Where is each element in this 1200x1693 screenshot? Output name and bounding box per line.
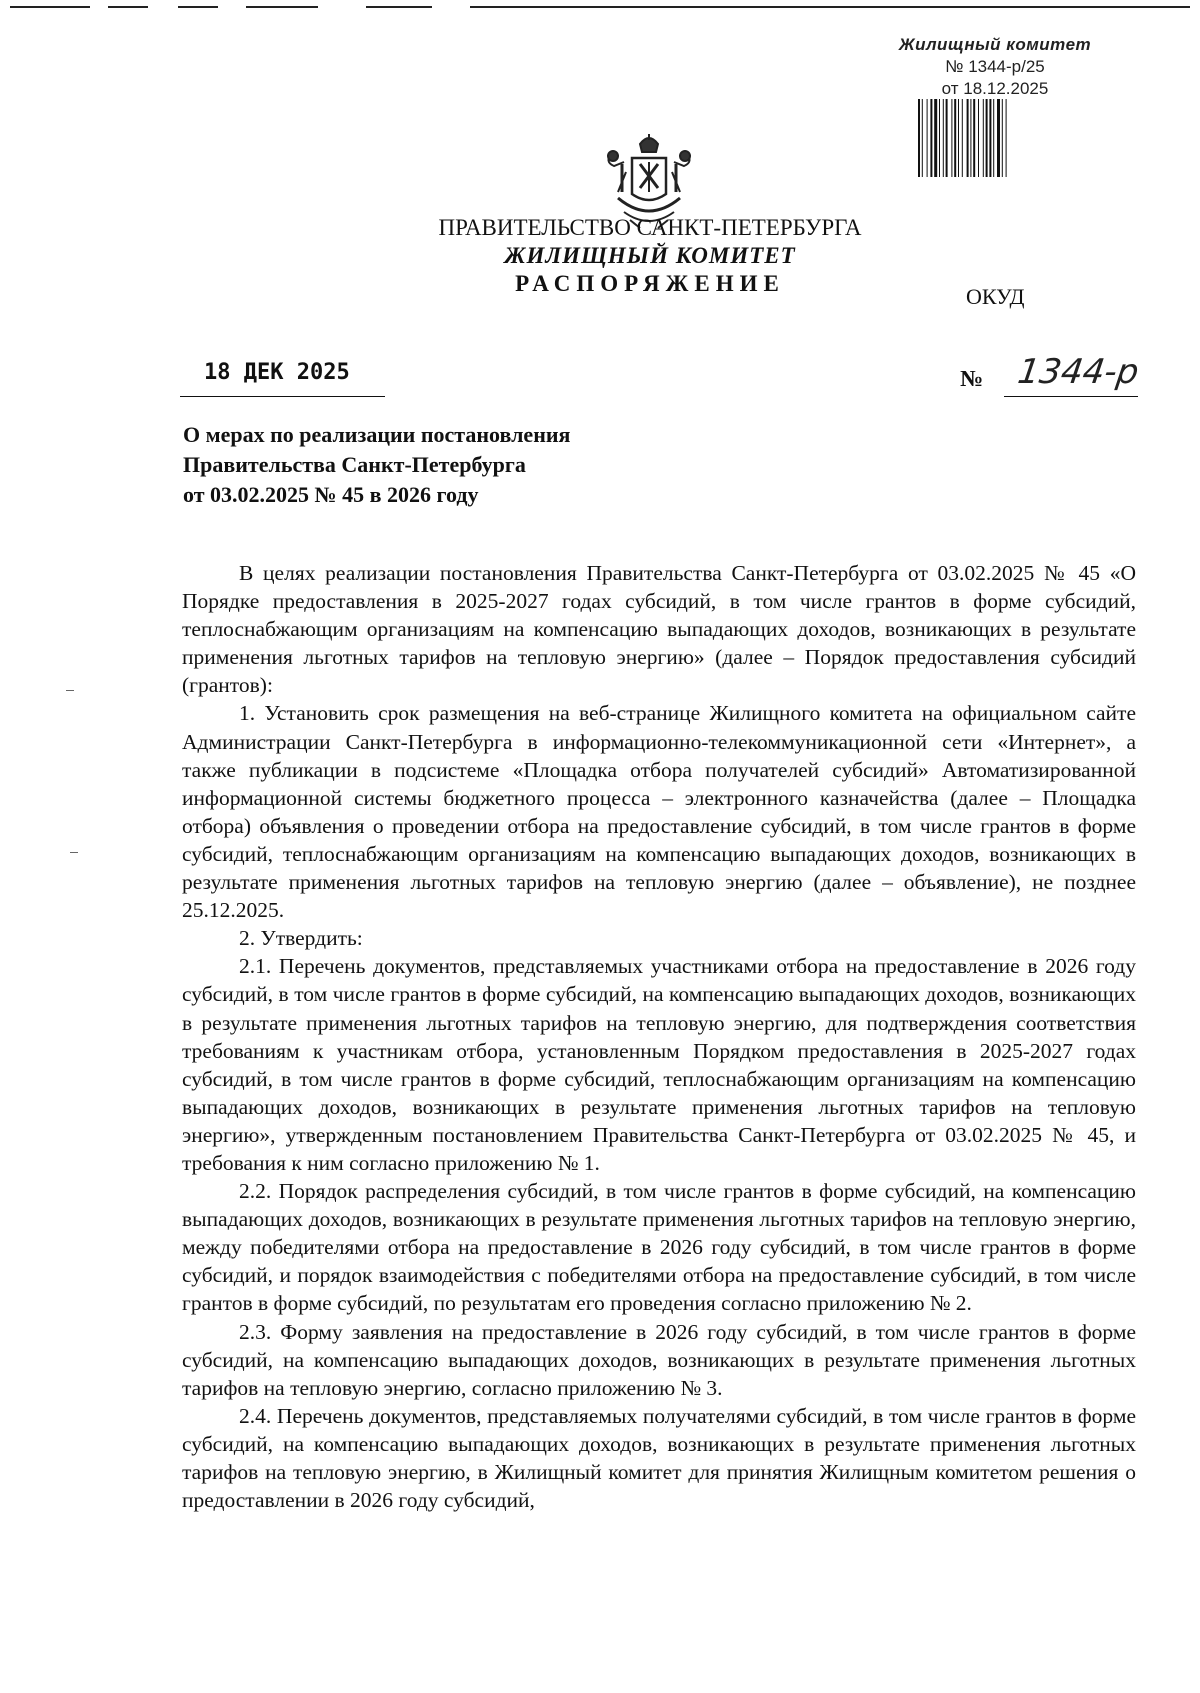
scan-mark xyxy=(66,690,74,691)
paragraph: 2. Утвердить: xyxy=(239,926,363,951)
scan-edge-line xyxy=(366,6,432,8)
barcode-bar xyxy=(927,99,928,177)
number-underline xyxy=(1004,396,1138,397)
barcode-icon xyxy=(918,99,1068,177)
barcode-bar xyxy=(973,99,975,177)
paragraph: 1. Установить срок размещения на веб-странице Жилищного комитета на официальном сайте Администрации Санкт-Петербурга в информационно-телекоммуникационной сети «Интернет», а также публикации в подсистеме «Площадка отбора получателей субсидий» Автоматизированной информационной системы бюджетного процесса – электронного казначейства (далее – Площадка отбора) объявления о проведении отбора на предоставление субсидий, в том числе грантов в форме субсидий, теплоснабжающим организациям на компенсацию выпадающих доходов, возникающих в результате применения льготных тарифов на тепловую энергию (далее – объявление), не позднее 25.12.2025. xyxy=(182,701,1136,923)
barcode-bar xyxy=(922,99,923,177)
barcode-bar xyxy=(951,99,952,177)
stamp-number: № 1344-р/25 xyxy=(945,57,1045,76)
barcode-bar xyxy=(1002,99,1003,177)
barcode-bar xyxy=(939,99,940,177)
barcode-bar xyxy=(962,99,963,177)
barcode-bar xyxy=(970,99,971,177)
scan-edge-line xyxy=(470,6,1190,8)
paragraph: 2.2. Порядок распределения субсидий, в том числе грантов в форме субсидий, на компенсацию выпадающих доходов, возникающих в результате применения льготных тарифов на тепловую энергию, между победителями отбора на предоставление в 2026 году субсидий, в том числе грантов в форме субсидий, и порядок взаимодействия с победителями отбора на предоставление субсидий, в том числе грантов в форме субсидий, по результатам его проведения согласно приложению № 2. xyxy=(182,1179,1136,1316)
document-title xyxy=(183,420,570,510)
paragraph: 2.3. Форму заявления на предоставление в 2026 году субсидий, в том числе грантов в форме субсидий, на компенсацию выпадающих доходов, возникающих в результате применения льготных тарифов на тепловую энергию, согласно приложению № 3. xyxy=(182,1319,1136,1400)
barcode-bar xyxy=(1006,99,1007,177)
stamp-organization: Жилищный комитет xyxy=(898,35,1092,54)
committee-name: ЖИЛИЩНЫЙ КОМИТЕТ xyxy=(504,243,796,268)
barcode-bar xyxy=(989,99,991,177)
barcode-bar xyxy=(918,99,920,177)
number-label: № xyxy=(960,366,984,391)
scan-edge-line xyxy=(108,6,148,8)
title-line: Правительства Санкт-Петербурга xyxy=(183,452,526,477)
barcode-bar xyxy=(978,99,979,177)
document-body xyxy=(182,559,1136,1514)
barcode-bar xyxy=(993,99,994,177)
barcode-bar xyxy=(958,99,959,177)
scan-edge-line xyxy=(178,6,218,8)
barcode-bar xyxy=(983,99,984,177)
scan-edge-line xyxy=(10,6,90,8)
barcode-bar xyxy=(943,99,944,177)
document-type: РАСПОРЯЖЕНИЕ xyxy=(515,271,785,296)
title-line: от 03.02.2025 № 45 в 2026 году xyxy=(183,482,479,507)
paragraph: 2.4. Перечень документов, представляемых получателями субсидий, в том числе грантов в форме субсидий, на компенсацию выпадающих доходов, возникающих в результате применения льготных тарифов на тепловую энергию, в Жилищный комитет для принятия Жилищным комитетом решения о предоставлении в 2026 году субсидий, xyxy=(182,1403,1136,1513)
paragraph: В целях реализации постановления Правительства Санкт-Петербурга от 03.02.2025 № 45 «О Порядке предоставления в 2025-2027 годах субсидий, в том числе грантов в форме субсидий, теплоснабжающим организациям на компенсацию выпадающих доходов, возникающих в результате применения льготных тарифов на тепловую энергию» (далее – Порядок предоставления субсидий (грантов): xyxy=(182,561,1136,698)
barcode-bar xyxy=(967,99,969,177)
scan-edge-line xyxy=(246,6,318,8)
date-underline xyxy=(180,396,385,397)
barcode-bar xyxy=(946,99,948,177)
barcode-bar xyxy=(930,99,932,177)
scan-mark xyxy=(70,852,78,853)
document-date: 18 ДЕК 2025 xyxy=(204,360,350,385)
stamp-date: от 18.12.2025 xyxy=(941,79,1049,98)
registration-stamp xyxy=(890,34,1100,100)
document-number-handwritten: 1344-р xyxy=(1015,352,1142,392)
barcode-bar xyxy=(934,99,937,177)
government-name: ПРАВИТЕЛЬСТВО САНКТ-ПЕТЕРБУРГА xyxy=(438,215,862,240)
barcode-bar xyxy=(997,99,1000,177)
barcode-bar xyxy=(986,99,988,177)
paragraph: 2.1. Перечень документов, представляемых участниками отбора на предоставление в 2026 году субсидий, в том числе грантов в форме субсидий, на компенсацию выпадающих доходов, возникающих в результате применения льготных тарифов на тепловую энергию, для подтверждения соответствия требованиям к участникам отбора, установленным Порядком предоставления в 2025-2027 годах субсидий, в том числе грантов в форме субсидий, теплоснабжающим организациям на компенсацию выпадающих доходов, возникающих в результате применения льготных тарифов на тепловую энергию», утвержденным постановлением Правительства Санкт-Петербурга от 03.02.2025 № 45, и требования к ним согласно приложению № 1. xyxy=(182,954,1136,1175)
okud-label: ОКУД xyxy=(966,284,1025,309)
barcode-bar xyxy=(954,99,956,177)
title-line: О мерах по реализации постановления xyxy=(183,422,571,447)
